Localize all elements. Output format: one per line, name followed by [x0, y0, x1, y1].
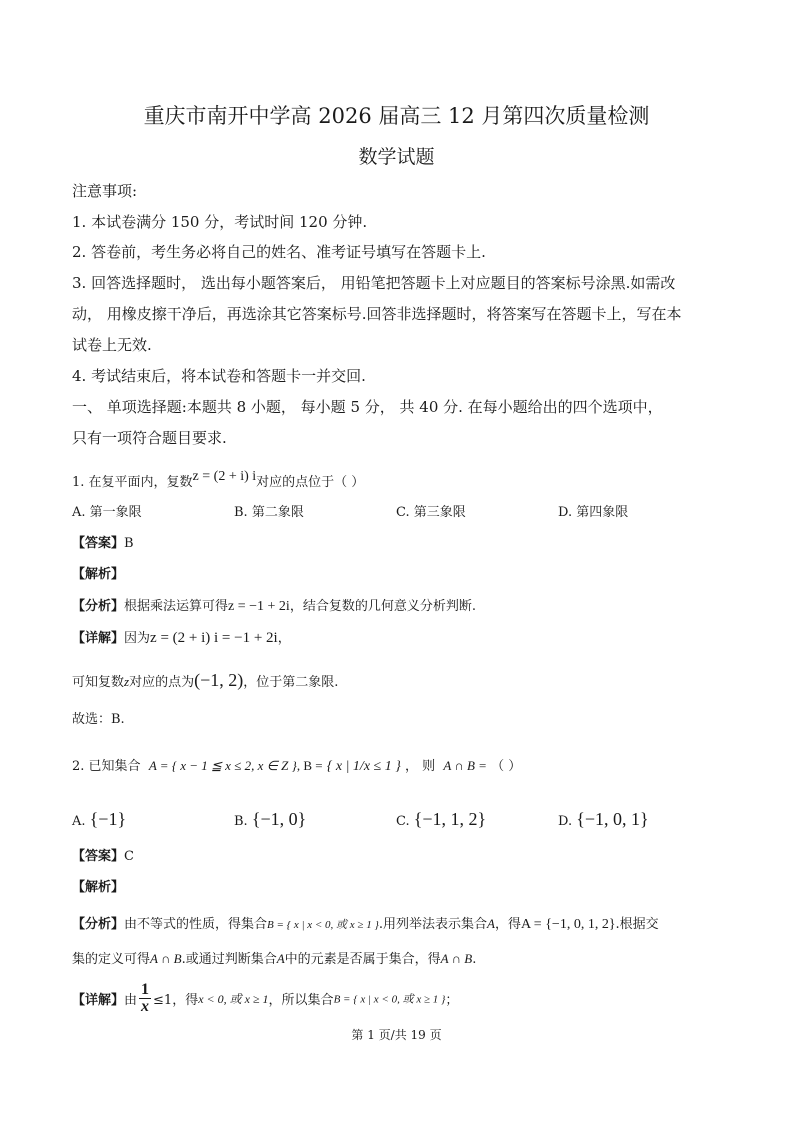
q2-detail-b: ≤1，得 [153, 993, 199, 1008]
q2-option-a-label: A. [72, 814, 86, 829]
q1-fenxi-tag: 【分析】 [72, 599, 125, 614]
q2-fenxi-line-2 [72, 948, 476, 967]
q2-set-a: A = { x − 1 ≦ x ≤ 2, x ∈ Z } [148, 758, 297, 773]
q1-detail-text-2: ， [277, 631, 291, 646]
q1-analysis-tag: 【解析】 [72, 567, 125, 582]
q1-point-text-3: ，位于第二象限. [243, 675, 339, 690]
q1-answer-value: B [124, 536, 134, 551]
q2-detail [72, 982, 458, 1018]
q1-point-text-1: 可知复数 [72, 675, 125, 690]
q1-conclusion: 故选：B. [72, 712, 125, 727]
q2-detail-fraction [139, 982, 151, 1015]
q1-option-d: D. 第四象限 [558, 505, 629, 520]
q2-option-c-value: {−1, 1, 2} [413, 809, 487, 829]
q2-option-c-label: C. [396, 814, 410, 829]
q1-fenxi [72, 595, 476, 615]
q2-fenxi-1f: A = {−1, 0, 1, 2} [520, 917, 616, 932]
notice-item-4: 4. 考试结束后，将本试卷和答题卡一并交回. [72, 367, 366, 385]
q2-stem-prefix: 2. 已知集合 [72, 759, 141, 774]
q1-detail-tag: 【详解】 [72, 631, 125, 646]
q2-option-d-value: {−1, 0, 1} [576, 809, 649, 829]
q2-fenxi-tag: 【分析】 [72, 917, 125, 932]
q1-option-c: C. 第三象限 [396, 505, 466, 520]
q2-stem-suffix: ， 则 [404, 759, 436, 774]
q1-detail-text-1: 因为 [124, 631, 151, 646]
q1-stem-prefix: 1. 在复平面内，复数 [72, 475, 193, 490]
page-title: 重庆市南开中学高 2026 届高三 12 月第四次质量检测 [143, 104, 650, 128]
q1-option-b: B. 第二象限 [234, 505, 304, 520]
q2-answer [72, 845, 134, 864]
page-subtitle: 数学试题 [358, 146, 435, 168]
q2-fenxi-1e: ，得 [494, 917, 521, 932]
q2-option-b-value: {−1, 0} [251, 809, 307, 829]
question-1-stem [72, 471, 364, 491]
q2-detail-e: B = { x | x < 0, 或 x ≥ 1 } [333, 993, 446, 1006]
q2-paren: （ ） [491, 759, 522, 774]
q2-fenxi-2e: 中的元素是否属于集合，得 [284, 952, 441, 967]
q2-answer-tag: 【答案】 [72, 849, 125, 864]
q2-option-a [72, 809, 126, 830]
q1-point-text-2: 对应的点为 [129, 675, 195, 690]
notice-heading: 注意事项: [72, 182, 138, 200]
q2-set-b: { x | 1/x ≤ 1 } [326, 759, 401, 774]
q2-fenxi-1d: A [487, 916, 495, 931]
q1-point-formula: (−1, 2) [194, 670, 244, 690]
q2-option-b [234, 809, 306, 830]
q2-fenxi-1g: .根据交 [615, 917, 659, 932]
q2-detail-frac-num: 1 [141, 981, 150, 998]
q1-stem-formula: z = (2 + i) i [192, 469, 257, 484]
q2-detail-frac-den: x [141, 998, 150, 1015]
q2-option-b-label: B. [234, 814, 248, 829]
q2-detail-d: ，所以集合 [268, 993, 334, 1008]
q2-detail-f: ； [445, 993, 459, 1008]
q1-answer [72, 532, 134, 551]
q2-intersection: A ∩ B = [443, 758, 487, 773]
q1-fenxi-formula: z = −1 + 2i [228, 599, 290, 614]
q2-set-b-prefix: , B = [296, 758, 323, 773]
notice-item-2: 2. 答卷前，考生务必将自己的姓名、准考证号填写在答题卡上. [72, 243, 486, 261]
q1-detail-formula: z = (2 + i) i = −1 + 2i [150, 630, 278, 646]
question-2-stem [72, 755, 521, 775]
section-heading-line-1: 一、 单项选择题:本题共 8 小题， 每小题 5 分， 共 40 分. 在每小题给出的四个选项中， [72, 398, 663, 416]
q2-option-c [396, 809, 486, 830]
q2-fenxi-line-1 [72, 913, 659, 933]
q2-option-d-label: D. [558, 814, 573, 829]
q2-fenxi-2f: A ∩ B [440, 951, 473, 966]
q2-option-a-value: {−1} [89, 809, 127, 829]
notice-item-3-line-1: 3. 回答选择题时， 选出每小题答案后， 用铅笔把答题卡上对应题目的答案标号涂黑.如需改 [72, 274, 676, 292]
q1-fenxi-text-1: 根据乘法运算可得 [124, 599, 229, 614]
q2-detail-tag: 【详解】 [72, 993, 125, 1008]
q2-fenxi-2d: A [276, 951, 285, 966]
q2-fenxi-1c: .用列举法表示集合 [378, 917, 487, 932]
q2-option-d [558, 809, 649, 830]
section-heading-line-2: 只有一项符合题目要求. [72, 429, 227, 447]
q2-fenxi-2b: A ∩ B [150, 951, 182, 966]
notice-item-3-line-2: 动， 用橡皮擦干净后，再选涂其它答案标号.回答非选择题时，将答案写在答题卡上，写在本 [72, 305, 682, 323]
q2-fenxi-1b: B = { x | x < 0, 或 x ≥ 1 } [267, 919, 379, 931]
q2-answer-value: C [124, 849, 134, 864]
q1-option-a: A. 第一象限 [72, 505, 142, 520]
q2-detail-c: x < 0, 或 x ≥ 1 [198, 992, 269, 1006]
q1-point-line [72, 670, 338, 691]
q2-fenxi-2c: .或通过判断集合 [181, 952, 277, 967]
q1-point-var: z [124, 674, 130, 689]
q1-fenxi-text-2: ，结合复数的几何意义分析判断. [289, 599, 476, 614]
q1-answer-tag: 【答案】 [72, 536, 125, 551]
q1-detail [72, 627, 291, 647]
q2-analysis-tag: 【解析】 [72, 880, 125, 895]
q2-fenxi-1a: 由不等式的性质，得集合 [124, 917, 268, 932]
q1-stem-suffix: 对应的点位于（ ） [256, 475, 365, 490]
q2-fenxi-2g: . [472, 952, 477, 967]
page-footer: 第 1 页/共 19 页 [351, 1028, 442, 1042]
q2-detail-a: 由 [124, 993, 138, 1008]
notice-item-1: 1. 本试卷满分 150 分，考试时间 120 分钟. [72, 213, 368, 231]
notice-item-3-line-3: 试卷上无效. [72, 336, 152, 354]
q2-fenxi-2a: 集的定义可得 [72, 952, 151, 967]
